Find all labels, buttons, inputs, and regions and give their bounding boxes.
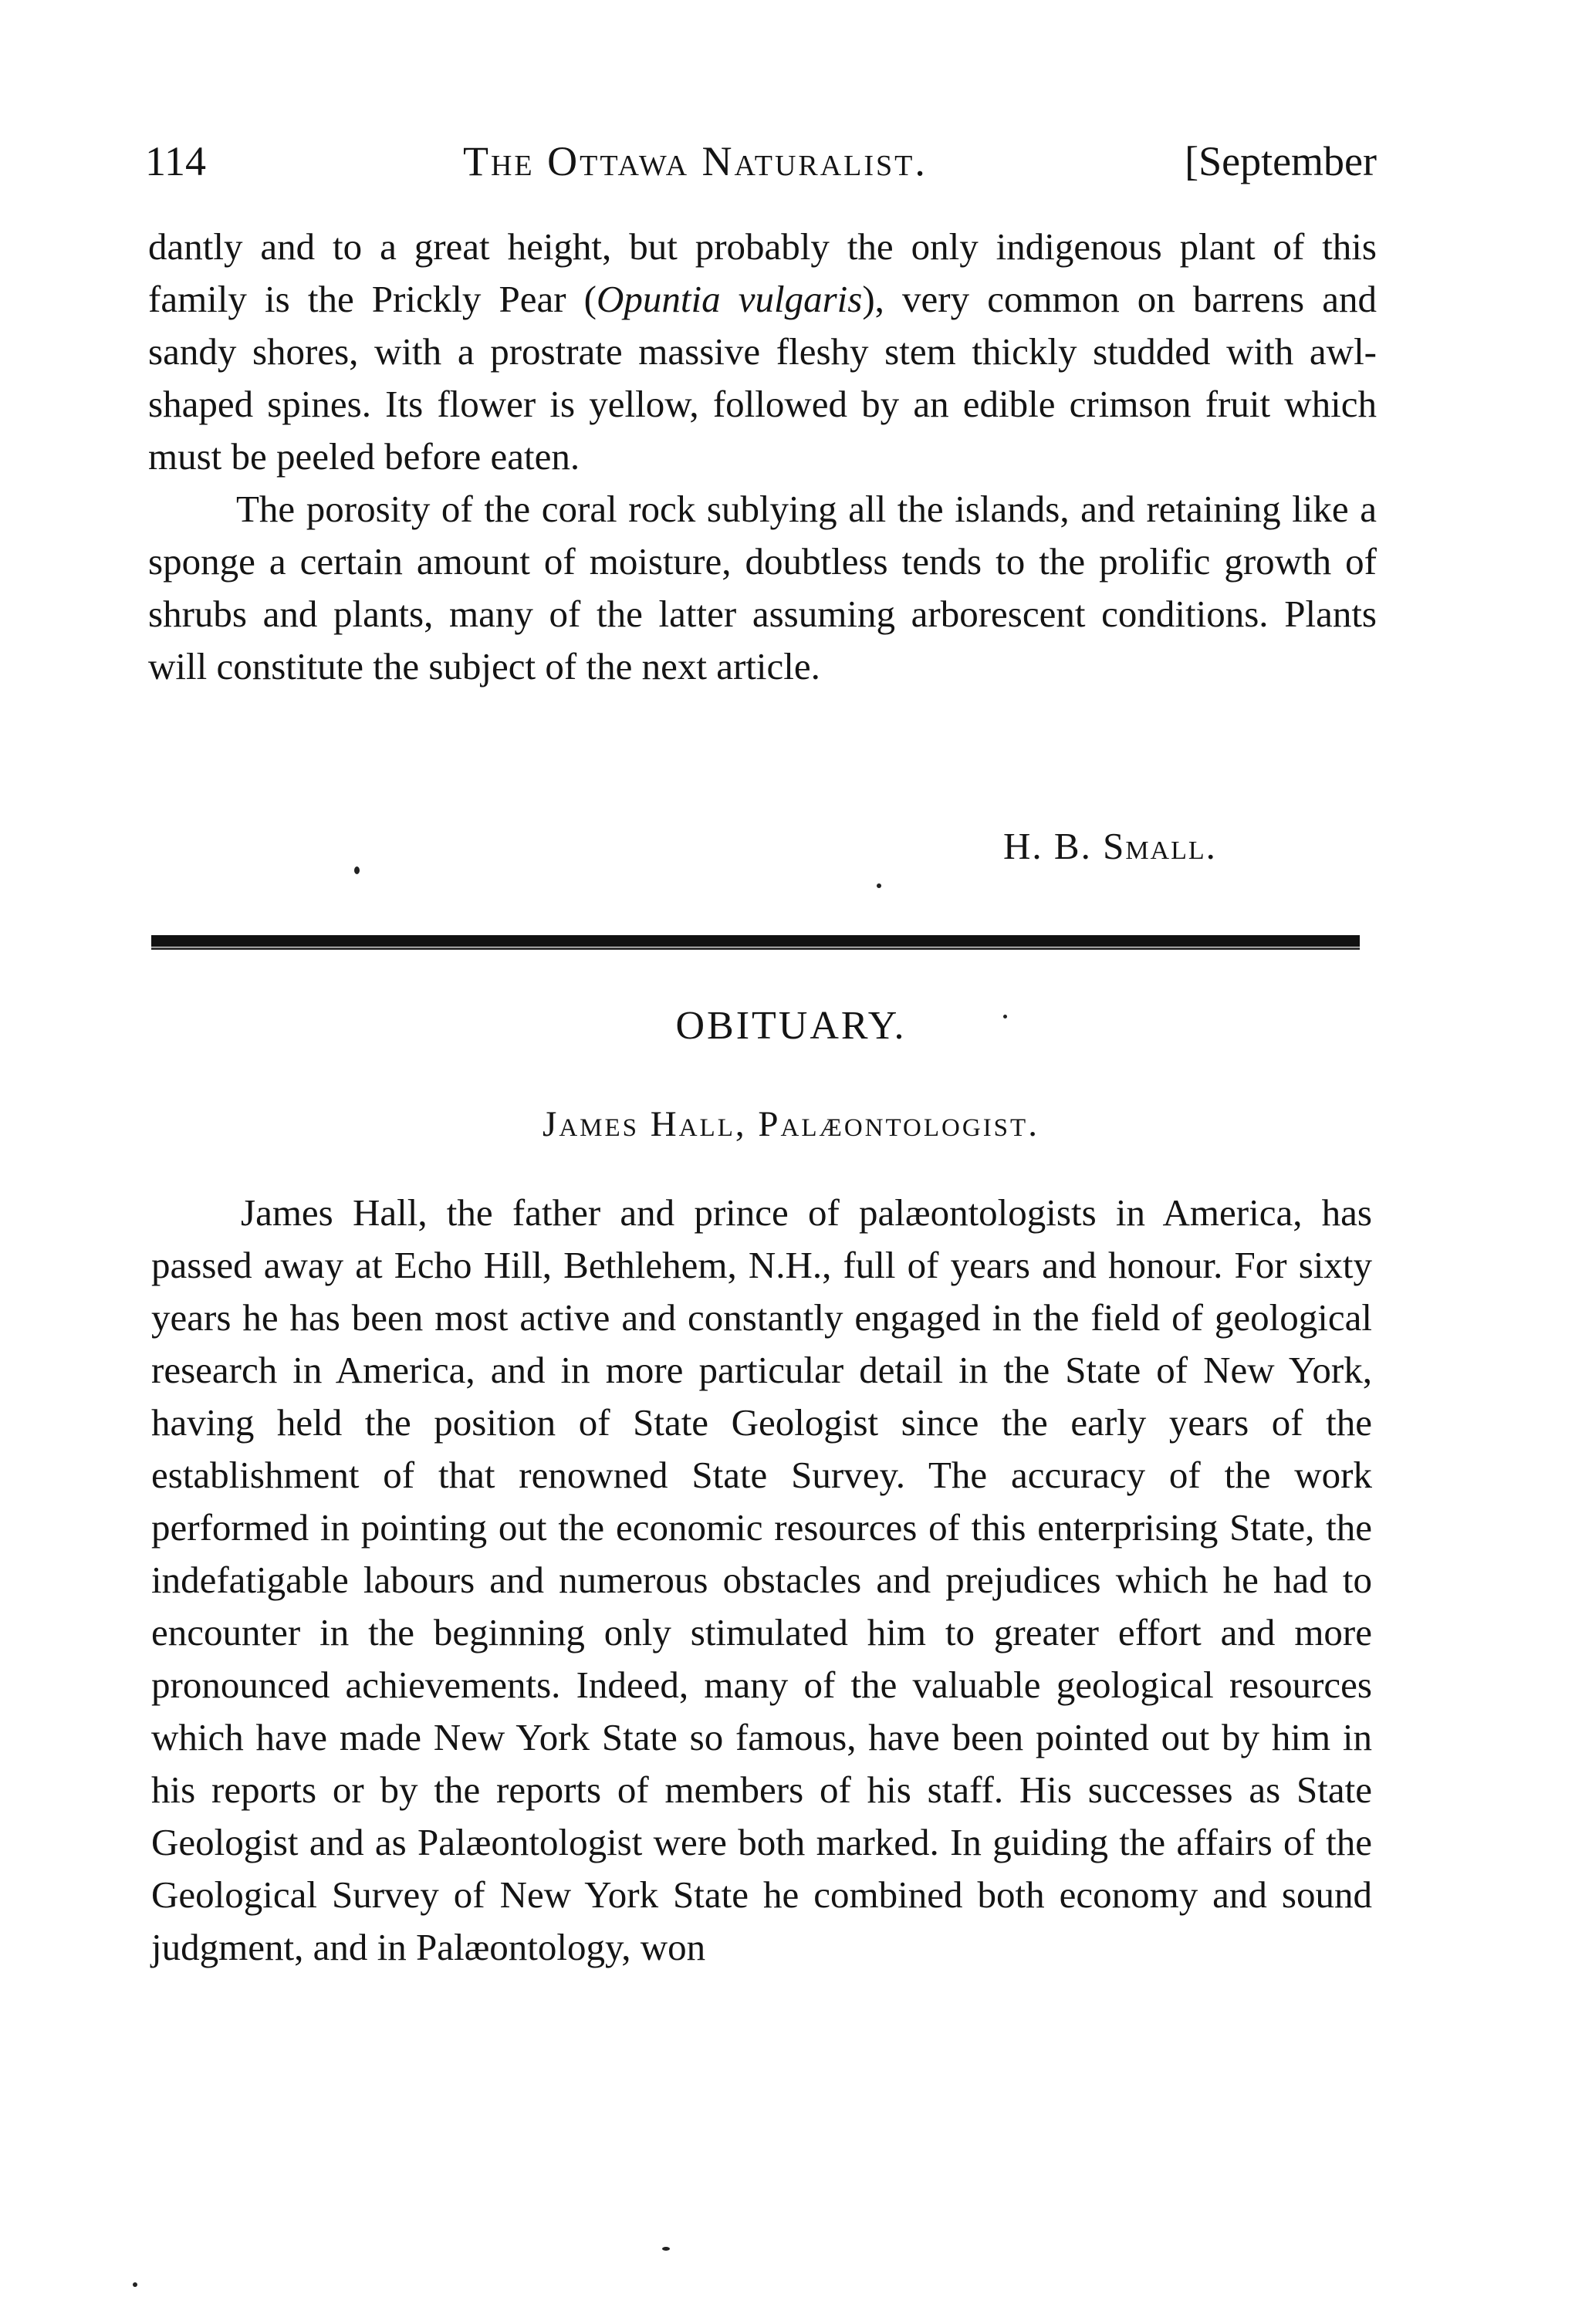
- header-date: [September: [1185, 138, 1377, 184]
- continued-paragraph-2: The porosity of the coral rock sublying all the islands, and retaining like a sponge a certain amount of moisture, doubtless tends to the prolific growth of shrubs and plants, many of the latter assuming arborescent conditions. Plants will constitute the subject of the next article.: [148, 488, 1377, 687]
- page-header: [145, 130, 1377, 199]
- obituary-subheading: James Hall, Palæontologist.: [543, 1104, 1039, 1144]
- species-name-italic: Opuntia vulgaris: [596, 278, 863, 320]
- continued-article-text: [148, 221, 1377, 693]
- section-divider-rule: [151, 935, 1360, 947]
- running-title: The Ottawa Naturalist.: [463, 138, 928, 184]
- print-speck: [662, 2247, 670, 2251]
- continued-paragraph-1: [148, 221, 1377, 483]
- obituary-heading: OBITUARY.: [675, 1004, 907, 1048]
- author-signature: [1003, 824, 1217, 868]
- signature-surname: Small.: [1103, 825, 1217, 867]
- print-speck: [354, 866, 360, 874]
- obituary-paragraph: James Hall, the father and prince of palæontologists in America, has passed away at Echo Hill, Bethlehem, N.H., full of years and honour. For sixty years he has been most active and constantly engaged in the field of geological research in America, and in more particular detail in the State of New York, having held the position of State Geologist since the early years of the establishment of that renowned State Survey. The accuracy of the work performed in pointing out the economic resources of this enterprising State, the indefatigable labours and numerous obstacles and prejudices which he had to encounter in the beginning only stimulated him to greater effort and more pronounced achievements. Indeed, many of the valuable geological resources which have made New York State so famous, have been pointed out by him in his reports or by the reports of members of his staff. His successes as State Geologist and as Palæontologist were both marked. In guiding the affairs of the Geological Survey of New York State he combined both economy and sound judgment, and in Palæontology, won: [151, 1191, 1372, 1968]
- print-speck: [133, 2282, 137, 2287]
- signature-initials: H. B.: [1003, 825, 1104, 867]
- page-number: 114: [145, 138, 206, 184]
- paragraph-1-text-start: dantly and to a great height, but probably the only indigenous plant of this family is the Prickly Pear (: [148, 225, 1377, 320]
- obituary-text: [151, 1187, 1372, 1974]
- paragraph-1-text-end: ), very common on barrens and sandy shores, with a prostrate massive fleshy stem thickly studded with awl-shaped spines. Its flower is yellow, followed by an edible crimson fruit which must be peeled before eaten.: [148, 278, 1377, 478]
- print-speck: [877, 883, 881, 888]
